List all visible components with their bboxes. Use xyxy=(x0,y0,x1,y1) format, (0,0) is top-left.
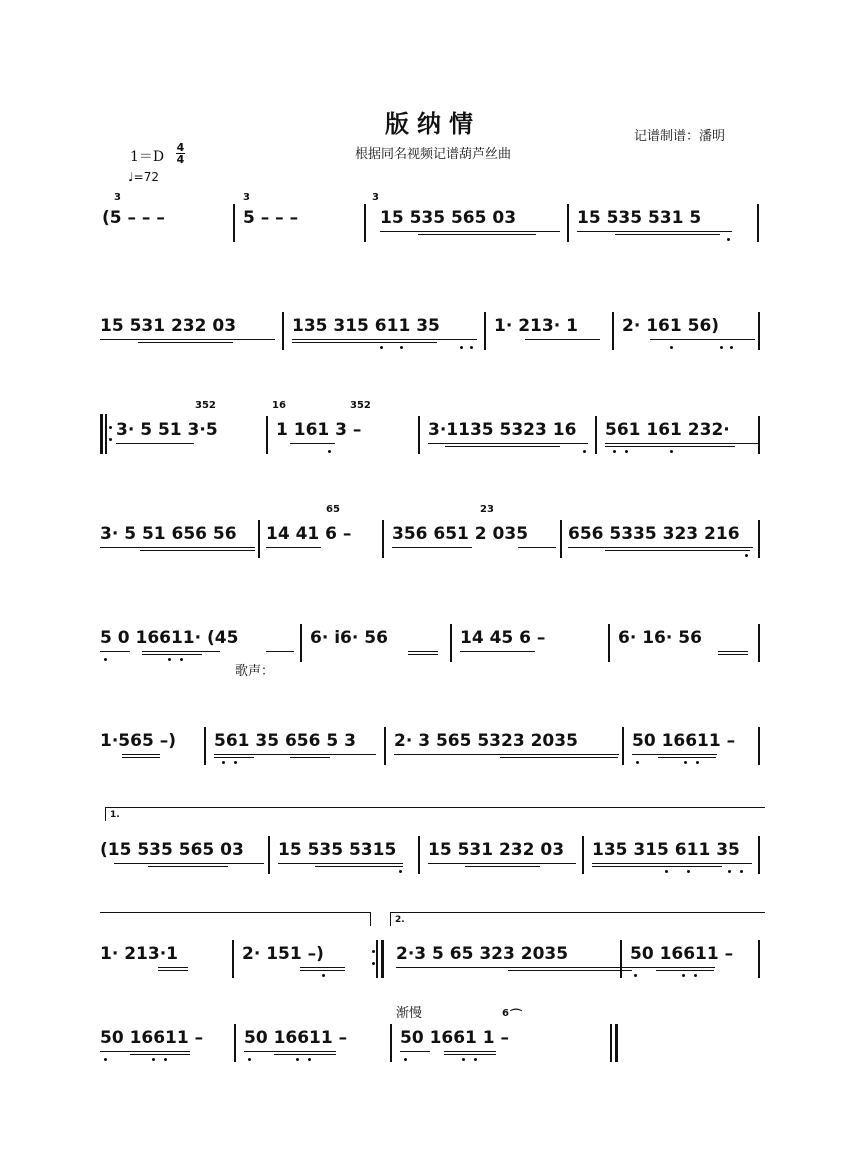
measure: (15 535 565 03 xyxy=(100,840,244,860)
measure: 50 16611 – xyxy=(244,1028,348,1048)
time-signature xyxy=(176,142,185,165)
measure: 2· 161 56) xyxy=(622,316,720,336)
measure: 135 315 611 35 xyxy=(292,316,440,336)
measure: 5 – – – xyxy=(243,208,299,228)
volta-1-bracket xyxy=(105,807,765,808)
fermata-icon: ⌒ xyxy=(510,1008,523,1022)
measure: 561 161 232· xyxy=(605,420,730,440)
measure: 1 161 3 – xyxy=(276,420,362,440)
lyric-label: 歌声： xyxy=(235,664,275,679)
tempo-mark: 渐慢 xyxy=(396,1006,423,1021)
measure: 15 535 5315 xyxy=(278,840,397,860)
measure: 6· 16· 56 xyxy=(618,628,702,648)
measure: 356 651 2 035 xyxy=(392,524,529,544)
score-line-8 xyxy=(100,944,780,1000)
measure: 50 16611 – xyxy=(100,1028,204,1048)
measure: 15 535 531 5 xyxy=(577,208,702,228)
grace-note: 3 xyxy=(372,192,379,203)
measure: 2·3 5 65 323 2035 xyxy=(396,944,569,964)
measure: 50 16611 – xyxy=(630,944,734,964)
time-signature-bottom: 4 xyxy=(176,153,185,166)
grace-note: 352 xyxy=(195,400,216,411)
score-line-3 xyxy=(100,400,780,476)
measure: 3· 5 51 656 56 xyxy=(100,524,237,544)
key-signature: 1＝D xyxy=(130,149,165,165)
measure: 15 531 232 03 xyxy=(100,316,237,336)
measure: 1·565 –) xyxy=(100,731,176,751)
measure: 135 315 611 35 xyxy=(592,840,740,860)
grace-note: 16 xyxy=(272,400,286,411)
measure: 3·1135 5323 16 xyxy=(428,420,577,440)
measure: 1· 213·1 xyxy=(100,944,178,964)
page-subtitle: 根据同名视频记谱葫芦丝曲 xyxy=(354,147,511,162)
grace-note: 23 xyxy=(480,504,494,515)
volta-2-bracket xyxy=(390,912,765,913)
measure: 1· 213· 1 xyxy=(494,316,578,336)
score-line-2 xyxy=(100,316,780,372)
arranger-credit: 记谱制谱：潘明 xyxy=(634,129,726,144)
measure: 3· 5 51 3·5 xyxy=(116,420,218,440)
measure: 656 5335 323 216 xyxy=(568,524,740,544)
measure: 14 41 6 – xyxy=(266,524,352,544)
measure: 15 535 565 03 xyxy=(380,208,517,228)
measure: 50 1661 1 – xyxy=(400,1028,510,1048)
score-line-7 xyxy=(100,840,780,896)
measure: 15 531 232 03 xyxy=(428,840,565,860)
measure: 5 0 16611· (45 xyxy=(100,628,239,648)
measure: 2· 151 –) xyxy=(242,944,324,964)
grace-note: 65 xyxy=(326,504,340,515)
score-line-9 xyxy=(100,1006,780,1084)
score-line-4 xyxy=(100,504,780,580)
measure: (5 – – – xyxy=(102,208,165,228)
grace-note: 352 xyxy=(350,400,371,411)
measure: 6· i6· 56 xyxy=(310,628,388,648)
grace-note: 3 xyxy=(114,192,121,203)
volta-1-label: 1. xyxy=(110,810,120,820)
measure: 2· 3 565 5323 2035 xyxy=(394,731,578,751)
time-signature-top: 4 xyxy=(176,141,185,154)
score-line-1 xyxy=(100,192,780,264)
measure: 50 16611 – xyxy=(632,731,736,751)
score-line-6 xyxy=(100,731,780,787)
measure: 14 45 6 – xyxy=(460,628,546,648)
volta-1-end xyxy=(100,912,370,913)
grace-note: 6 xyxy=(502,1008,509,1019)
grace-note: 3 xyxy=(243,192,250,203)
page-title: 版纳情 xyxy=(385,109,481,138)
measure: 561 35 656 5 3 xyxy=(214,731,356,751)
score-line-5 xyxy=(100,628,780,684)
tempo-marking: ♩=72 xyxy=(128,170,159,184)
volta-2-label: 2. xyxy=(395,915,405,925)
